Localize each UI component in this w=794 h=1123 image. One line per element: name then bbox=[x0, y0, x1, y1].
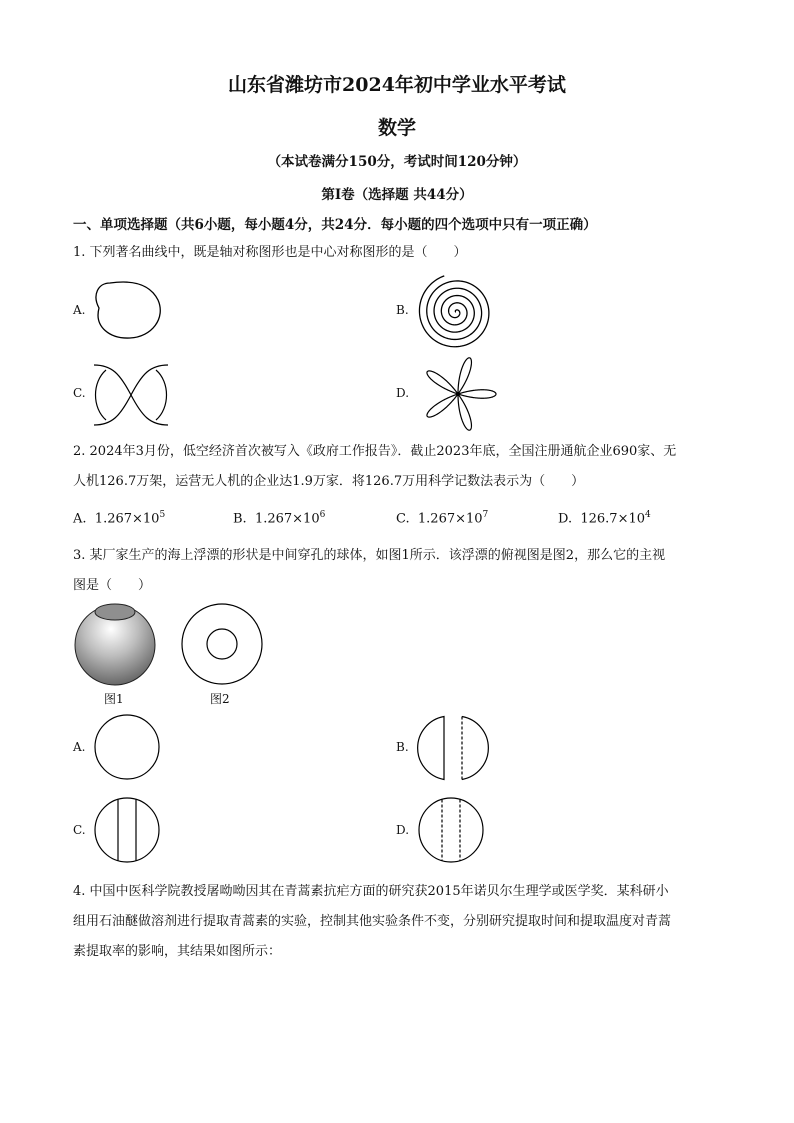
q1-option-c-label: C. bbox=[73, 386, 86, 400]
q3-option-a-label: A. bbox=[73, 740, 86, 754]
q3-line2: 图是（ ） bbox=[73, 578, 152, 593]
circle-dashed-lines-figure bbox=[418, 797, 486, 865]
q3-option-b-label: B. bbox=[396, 740, 409, 754]
q1-option-a-label: A. bbox=[73, 303, 86, 317]
subject-title: 数学 bbox=[377, 117, 416, 139]
q2-option-c bbox=[396, 510, 488, 526]
fig1-caption: 图1 bbox=[104, 692, 124, 706]
q2-option-a-letter: A. bbox=[73, 511, 87, 527]
plain-circle-figure bbox=[94, 714, 162, 782]
q4-line2: 组用石油醚做溶剂进行提取青蒿素的实验，控制其他实验条件不变，分别研究提取时间和提取温度对青蒿 bbox=[73, 914, 672, 929]
cardioid-figure bbox=[90, 275, 170, 345]
top-view-ring-figure bbox=[180, 602, 264, 686]
q2-option-b bbox=[233, 510, 325, 526]
q2-option-a bbox=[73, 510, 165, 526]
split-circle-dashed-figure bbox=[418, 714, 488, 784]
q2-option-d-letter: D. bbox=[558, 511, 573, 527]
q3-option-d-label: D. bbox=[396, 823, 410, 837]
rose-curve-figure bbox=[418, 352, 498, 434]
circle-solid-lines-figure bbox=[94, 797, 162, 865]
spiral-figure bbox=[416, 272, 496, 352]
q1-option-d-label: D. bbox=[396, 386, 410, 400]
q2-option-b-mantissa: 1.267×10 bbox=[254, 511, 320, 527]
q2-line1: 2. 2024年3月份，低空经济首次被写入《政府工作报告》．截止2023年底，全国注册通航企业690家、无 bbox=[73, 444, 677, 459]
q2-option-a-mantissa: 1.267×10 bbox=[94, 511, 160, 527]
q2-option-c-mantissa: 1.267×10 bbox=[417, 511, 483, 527]
q2-option-a-exp: 5 bbox=[159, 510, 166, 520]
q2-option-d bbox=[558, 510, 651, 526]
lemniscate-curve-figure bbox=[92, 360, 170, 430]
section-heading: 一、单项选择题（共6小题，每小题4分，共24分．每小题的四个选项中只有一项正确） bbox=[73, 217, 597, 233]
q4-line1: 4. 中国中医科学院教授屠呦呦因其在青蒿素抗疟方面的研究获2015年诺贝尔生理学或医学奖．某科研小 bbox=[73, 884, 669, 899]
q3-line1: 3. 某厂家生产的海上浮漂的形状是中间穿孔的球体，如图1所示．该浮漂的俯视图是图2，那么它的主视 bbox=[73, 548, 666, 563]
fig2-caption: 图2 bbox=[210, 692, 230, 706]
q2-option-c-exp: 7 bbox=[482, 510, 489, 520]
q1-stem: 1. 下列著名曲线中，既是轴对称图形也是中心对称图形的是（ ） bbox=[73, 245, 467, 260]
exam-note: （本试卷满分150分，考试时间120分钟） bbox=[267, 154, 527, 170]
q1-option-b-label: B. bbox=[396, 303, 409, 317]
q4-line3: 素提取率的影响，其结果如图所示： bbox=[73, 944, 282, 959]
q2-line2: 人机126.7万架，运营无人机的企业达1.9万家．将126.7万用科学记数法表示为（ ） bbox=[73, 474, 585, 489]
q2-option-b-exp: 6 bbox=[319, 510, 326, 520]
q2-option-d-mantissa: 126.7×10 bbox=[580, 511, 646, 527]
float-sphere-figure bbox=[72, 602, 160, 686]
q2-option-d-exp: 4 bbox=[645, 510, 651, 520]
q2-option-c-letter: C. bbox=[396, 511, 410, 527]
exam-title: 山东省潍坊市2024年初中学业水平考试 bbox=[228, 74, 566, 96]
q3-option-c-label: C. bbox=[73, 823, 86, 837]
q2-option-b-letter: B. bbox=[233, 511, 247, 527]
volume-title: 第Ⅰ卷（选择题 共44分） bbox=[321, 187, 473, 203]
